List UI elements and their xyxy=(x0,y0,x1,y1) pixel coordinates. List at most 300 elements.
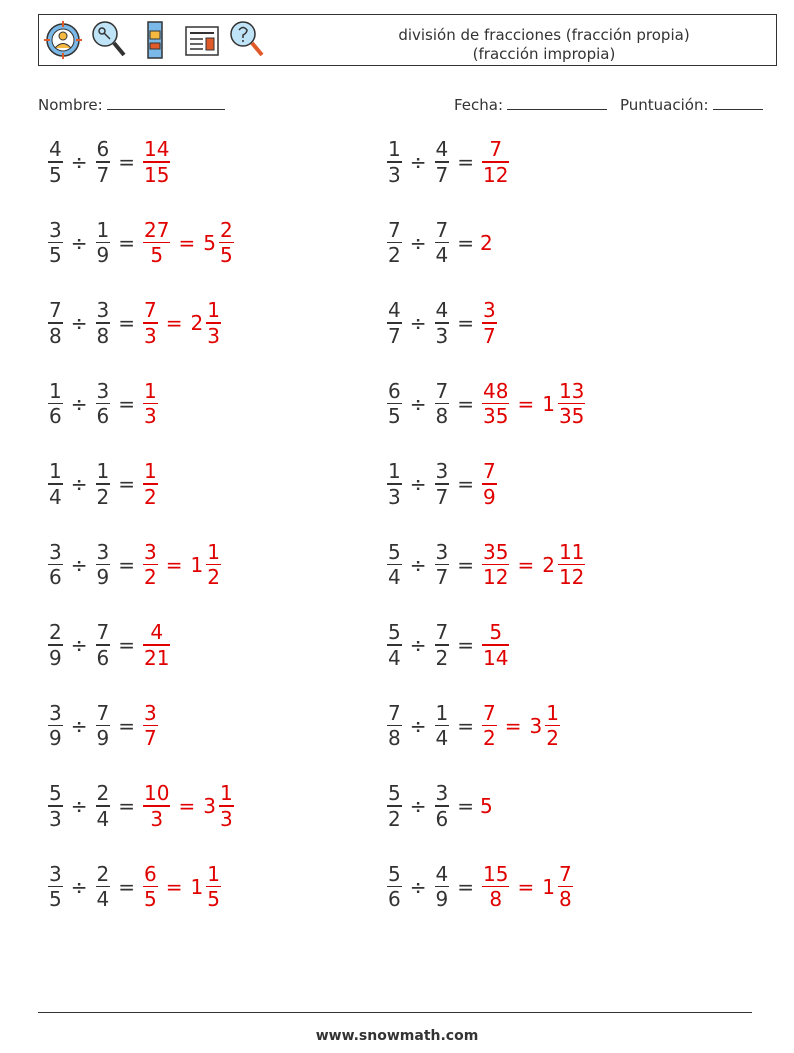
fraction xyxy=(48,379,63,429)
numerator: 7 xyxy=(483,459,496,484)
denominator: 5 xyxy=(388,404,401,429)
denominator: 35 xyxy=(558,404,585,429)
denominator: 7 xyxy=(388,323,401,348)
denominator: 6 xyxy=(388,887,401,912)
numerator: 1 xyxy=(435,700,449,725)
fraction xyxy=(143,218,170,268)
denominator: 3 xyxy=(49,806,62,831)
denominator: 12 xyxy=(483,565,509,590)
equals-sign: = xyxy=(118,794,135,818)
equals-sign: = xyxy=(457,552,474,577)
problem-row xyxy=(385,453,499,515)
problem-row xyxy=(385,212,493,274)
fraction xyxy=(96,620,111,670)
denominator: 6 xyxy=(49,404,62,429)
denominator: 2 xyxy=(388,243,401,268)
denominator: 4 xyxy=(435,726,449,751)
denominator: 9 xyxy=(435,887,449,912)
answer-equals-sign: = xyxy=(178,794,196,818)
answer xyxy=(141,379,160,429)
equals-sign: = xyxy=(457,391,474,416)
score-label: Puntuación: xyxy=(620,96,709,114)
numerator: 3 xyxy=(483,298,496,323)
equals-sign: = xyxy=(457,713,474,738)
equals-sign: = xyxy=(457,794,474,818)
fraction xyxy=(387,298,402,348)
denominator: 3 xyxy=(435,323,449,348)
numerator: 3 xyxy=(49,539,62,564)
denominator: 2 xyxy=(388,806,401,831)
denominator: 5 xyxy=(144,887,157,912)
answer-equals-sign: = xyxy=(517,552,535,577)
denominator: 9 xyxy=(96,726,110,751)
fraction xyxy=(435,862,450,912)
fraction xyxy=(48,781,63,831)
numerator: 5 xyxy=(388,781,401,806)
numerator: 7 xyxy=(388,700,401,725)
answer xyxy=(141,862,223,912)
fraction xyxy=(143,862,158,912)
numerator: 14 xyxy=(144,137,170,162)
numerator: 7 xyxy=(489,137,503,162)
problem-row xyxy=(46,856,223,918)
numerator: 11 xyxy=(558,539,585,564)
denominator: 9 xyxy=(49,726,62,751)
equals-sign: = xyxy=(457,633,474,657)
denominator: 2 xyxy=(435,645,449,670)
numerator: 3 xyxy=(96,539,110,564)
denominator: 5 xyxy=(49,887,62,912)
numerator: 3 xyxy=(435,459,449,484)
numerator: 7 xyxy=(435,217,449,242)
numerator: 2 xyxy=(219,217,233,242)
fraction xyxy=(387,781,402,831)
mixed-whole: 2 xyxy=(190,311,204,335)
numerator: 6 xyxy=(144,861,157,886)
numerator: 5 xyxy=(388,539,401,564)
numerator: 7 xyxy=(558,861,572,886)
equals-sign: = xyxy=(118,713,135,738)
denominator: 4 xyxy=(96,887,110,912)
numerator: 1 xyxy=(546,700,559,725)
fraction xyxy=(143,620,170,670)
divide-sign: ÷ xyxy=(409,874,427,899)
fraction xyxy=(206,540,221,590)
denominator: 4 xyxy=(96,806,110,831)
answer xyxy=(141,781,236,831)
denominator: 2 xyxy=(546,726,559,751)
numerator: 7 xyxy=(435,620,449,645)
fraction xyxy=(96,701,111,751)
divide-sign: ÷ xyxy=(70,391,88,416)
numerator: 3 xyxy=(49,217,62,242)
divide-sign: ÷ xyxy=(70,713,88,738)
numerator: 1 xyxy=(144,378,157,403)
fraction xyxy=(206,298,221,348)
answer xyxy=(141,620,172,670)
answer-integer: 5 xyxy=(480,794,493,818)
denominator: 7 xyxy=(435,565,449,590)
denominator: 4 xyxy=(388,565,401,590)
denominator: 4 xyxy=(388,645,401,670)
answer-equals-sign: = xyxy=(517,874,535,899)
equals-sign: = xyxy=(457,230,474,255)
equals-sign: = xyxy=(118,472,135,496)
answer xyxy=(141,459,160,509)
answer xyxy=(480,459,499,509)
fraction xyxy=(387,620,402,670)
denominator: 15 xyxy=(144,162,170,187)
answer xyxy=(141,298,223,348)
date-label: Fecha: xyxy=(454,96,504,114)
divide-sign: ÷ xyxy=(70,794,88,818)
problem-row xyxy=(385,534,587,596)
fraction xyxy=(96,298,111,348)
name-label: Nombre: xyxy=(38,96,103,114)
problem-row xyxy=(385,856,575,918)
mixed-whole: 1 xyxy=(190,874,204,899)
answer-equals-sign: = xyxy=(165,311,183,335)
title-line-1: división de fracciones (fracción propia) xyxy=(398,26,690,44)
denominator: 2 xyxy=(207,565,220,590)
fraction xyxy=(435,701,450,751)
denominator: 8 xyxy=(96,323,110,348)
denominator: 7 xyxy=(435,484,449,509)
mixed-whole: 5 xyxy=(203,230,216,255)
fraction xyxy=(96,218,111,268)
numerator: 48 xyxy=(483,378,509,403)
fraction xyxy=(143,137,170,187)
numerator: 1 xyxy=(207,298,220,323)
mixed-whole: 1 xyxy=(542,874,555,899)
answer xyxy=(141,540,223,590)
numerator: 15 xyxy=(483,861,509,886)
numerator: 3 xyxy=(96,298,110,323)
denominator: 7 xyxy=(144,726,157,751)
answer xyxy=(480,620,511,670)
divide-sign: ÷ xyxy=(70,311,88,335)
denominator: 8 xyxy=(558,887,572,912)
denominator: 6 xyxy=(435,806,449,831)
equals-sign: = xyxy=(118,150,135,174)
numerator: 7 xyxy=(388,217,401,242)
mixed-whole: 2 xyxy=(542,552,555,577)
fraction xyxy=(206,862,221,912)
fraction xyxy=(558,540,585,590)
numerator: 4 xyxy=(150,620,164,645)
denominator: 4 xyxy=(435,243,449,268)
fraction xyxy=(96,137,111,187)
mixed-whole: 1 xyxy=(190,552,204,577)
denominator: 9 xyxy=(483,484,496,509)
fraction xyxy=(143,459,158,509)
problem-row xyxy=(46,292,223,354)
fraction xyxy=(48,540,63,590)
divide-sign: ÷ xyxy=(70,472,88,496)
problem-row xyxy=(46,131,172,193)
denominator: 21 xyxy=(144,645,170,670)
answer xyxy=(141,218,236,268)
fraction xyxy=(558,862,573,912)
fraction xyxy=(435,620,450,670)
denominator: 3 xyxy=(219,806,233,831)
fraction xyxy=(482,862,509,912)
denominator: 2 xyxy=(144,484,157,509)
denominator: 3 xyxy=(144,323,157,348)
fraction xyxy=(387,701,402,751)
denominator: 6 xyxy=(96,404,110,429)
equals-sign: = xyxy=(457,472,474,496)
numerator: 3 xyxy=(144,539,157,564)
answer xyxy=(480,298,499,348)
problem-row xyxy=(46,373,160,435)
fraction xyxy=(48,459,63,509)
numerator: 3 xyxy=(49,861,62,886)
equals-sign: = xyxy=(118,633,135,657)
fraction xyxy=(482,298,497,348)
footer-divider xyxy=(38,1012,752,1013)
denominator: 3 xyxy=(144,404,157,429)
divide-sign: ÷ xyxy=(70,552,88,577)
denominator: 8 xyxy=(388,726,401,751)
answer-equals-sign: = xyxy=(178,230,196,255)
divide-sign: ÷ xyxy=(70,633,88,657)
numerator: 7 xyxy=(144,298,157,323)
numerator: 7 xyxy=(96,620,110,645)
denominator: 2 xyxy=(483,726,496,751)
numerator: 2 xyxy=(49,620,62,645)
numerator: 35 xyxy=(483,539,509,564)
denominator: 7 xyxy=(435,162,449,187)
numerator: 5 xyxy=(388,620,401,645)
fraction xyxy=(387,379,402,429)
denominator: 5 xyxy=(207,887,220,912)
numerator: 1 xyxy=(388,137,401,162)
numerator: 5 xyxy=(388,861,401,886)
numerator: 1 xyxy=(207,539,220,564)
divide-sign: ÷ xyxy=(409,150,427,174)
fraction xyxy=(435,540,450,590)
answer xyxy=(141,137,172,187)
equals-sign: = xyxy=(118,311,135,335)
fraction xyxy=(96,459,111,509)
fraction xyxy=(219,781,234,831)
problem-row xyxy=(46,695,160,757)
numerator: 10 xyxy=(144,781,170,806)
divide-sign: ÷ xyxy=(409,552,427,577)
fraction xyxy=(435,218,450,268)
numerator: 7 xyxy=(483,700,496,725)
numerator: 4 xyxy=(435,298,449,323)
answer xyxy=(480,137,511,187)
denominator: 5 xyxy=(219,243,233,268)
numerator: 7 xyxy=(435,378,449,403)
problem-row xyxy=(385,131,511,193)
fraction xyxy=(482,379,509,429)
equals-sign: = xyxy=(118,391,135,416)
equals-sign: = xyxy=(118,552,135,577)
fraction xyxy=(219,218,234,268)
numerator: 27 xyxy=(144,217,170,242)
denominator: 9 xyxy=(96,565,110,590)
divide-sign: ÷ xyxy=(409,311,427,335)
numerator: 3 xyxy=(435,781,449,806)
fraction xyxy=(48,137,63,187)
problem-row xyxy=(46,775,236,837)
fraction xyxy=(143,298,158,348)
denominator: 7 xyxy=(96,162,110,187)
answer-equals-sign: = xyxy=(517,391,535,416)
fraction xyxy=(48,701,63,751)
equals-sign: = xyxy=(457,150,474,174)
fraction xyxy=(435,137,450,187)
fraction xyxy=(387,459,402,509)
fraction xyxy=(96,379,111,429)
numerator: 4 xyxy=(435,861,449,886)
numerator: 1 xyxy=(96,217,110,242)
fraction xyxy=(48,218,63,268)
fraction xyxy=(387,137,402,187)
problem-row xyxy=(46,534,223,596)
title-line-2: (fracción impropia) xyxy=(472,45,616,63)
numerator: 1 xyxy=(144,459,157,484)
denominator: 8 xyxy=(489,887,503,912)
numerator: 5 xyxy=(489,620,503,645)
equals-sign: = xyxy=(457,311,474,335)
problem-row xyxy=(46,453,160,515)
numerator: 2 xyxy=(96,781,110,806)
denominator: 2 xyxy=(96,484,110,509)
numerator: 1 xyxy=(219,781,233,806)
numerator: 6 xyxy=(96,137,110,162)
fraction xyxy=(435,459,450,509)
problem-row xyxy=(46,614,172,676)
numerator: 7 xyxy=(49,298,62,323)
divide-sign: ÷ xyxy=(409,713,427,738)
fraction xyxy=(482,459,497,509)
numerator: 1 xyxy=(96,459,110,484)
numerator: 13 xyxy=(558,378,585,403)
numerator: 3 xyxy=(435,539,449,564)
numerator: 1 xyxy=(207,861,220,886)
problem-row xyxy=(385,292,499,354)
denominator: 9 xyxy=(49,645,62,670)
divide-sign: ÷ xyxy=(70,150,88,174)
denominator: 3 xyxy=(150,806,164,831)
fraction xyxy=(387,540,402,590)
fraction xyxy=(387,218,402,268)
answer xyxy=(480,794,493,818)
fraction xyxy=(96,540,111,590)
answer xyxy=(141,701,160,751)
divide-sign: ÷ xyxy=(409,391,427,416)
mixed-whole: 3 xyxy=(529,713,543,738)
answer-integer: 2 xyxy=(480,230,493,255)
problem-row xyxy=(385,614,511,676)
numerator: 7 xyxy=(96,700,110,725)
answer-equals-sign: = xyxy=(165,874,183,899)
denominator: 3 xyxy=(207,323,220,348)
denominator: 2 xyxy=(144,565,157,590)
denominator: 5 xyxy=(49,162,62,187)
numerator: 4 xyxy=(388,298,401,323)
problem-row xyxy=(385,373,587,435)
denominator: 35 xyxy=(483,404,509,429)
answer xyxy=(480,701,562,751)
equals-sign: = xyxy=(118,874,135,899)
denominator: 8 xyxy=(435,404,449,429)
fraction xyxy=(143,540,158,590)
denominator: 12 xyxy=(558,565,585,590)
denominator: 8 xyxy=(49,323,62,348)
denominator: 7 xyxy=(483,323,496,348)
fraction xyxy=(482,540,509,590)
fraction xyxy=(435,379,450,429)
answer-equals-sign: = xyxy=(165,552,183,577)
numerator: 1 xyxy=(49,459,62,484)
denominator: 3 xyxy=(388,162,401,187)
denominator: 3 xyxy=(388,484,401,509)
fraction xyxy=(143,701,158,751)
numerator: 3 xyxy=(49,700,62,725)
answer xyxy=(480,862,575,912)
divide-sign: ÷ xyxy=(409,633,427,657)
mixed-whole: 1 xyxy=(542,391,555,416)
answer-equals-sign: = xyxy=(504,713,522,738)
fraction xyxy=(48,298,63,348)
numerator: 3 xyxy=(144,700,157,725)
divide-sign: ÷ xyxy=(70,874,88,899)
numerator: 4 xyxy=(435,137,449,162)
problem-row xyxy=(385,695,562,757)
fraction xyxy=(96,862,111,912)
divide-sign: ÷ xyxy=(409,794,427,818)
denominator: 5 xyxy=(49,243,62,268)
fraction xyxy=(143,781,170,831)
denominator: 12 xyxy=(483,162,509,187)
fraction xyxy=(435,298,450,348)
fraction xyxy=(48,862,63,912)
numerator: 1 xyxy=(49,378,62,403)
answer xyxy=(480,231,493,255)
equals-sign: = xyxy=(457,874,474,899)
fraction xyxy=(96,781,111,831)
numerator: 1 xyxy=(388,459,401,484)
fraction xyxy=(482,137,509,187)
fraction xyxy=(48,620,63,670)
equals-sign: = xyxy=(118,230,135,255)
divide-sign: ÷ xyxy=(70,230,88,255)
answer xyxy=(480,379,587,429)
numerator: 5 xyxy=(49,781,62,806)
numerator: 2 xyxy=(96,861,110,886)
problem-row xyxy=(46,212,236,274)
divide-sign: ÷ xyxy=(409,472,427,496)
fraction xyxy=(482,620,509,670)
denominator: 9 xyxy=(96,243,110,268)
fraction xyxy=(435,781,450,831)
denominator: 6 xyxy=(96,645,110,670)
fraction xyxy=(482,701,497,751)
footer-url: www.snowmath.com xyxy=(315,1028,479,1044)
denominator: 4 xyxy=(49,484,62,509)
answer xyxy=(480,540,587,590)
problem-row xyxy=(385,775,493,837)
numerator: 3 xyxy=(96,378,110,403)
mixed-whole: 3 xyxy=(203,794,216,818)
divide-sign: ÷ xyxy=(409,230,427,255)
denominator: 6 xyxy=(49,565,62,590)
